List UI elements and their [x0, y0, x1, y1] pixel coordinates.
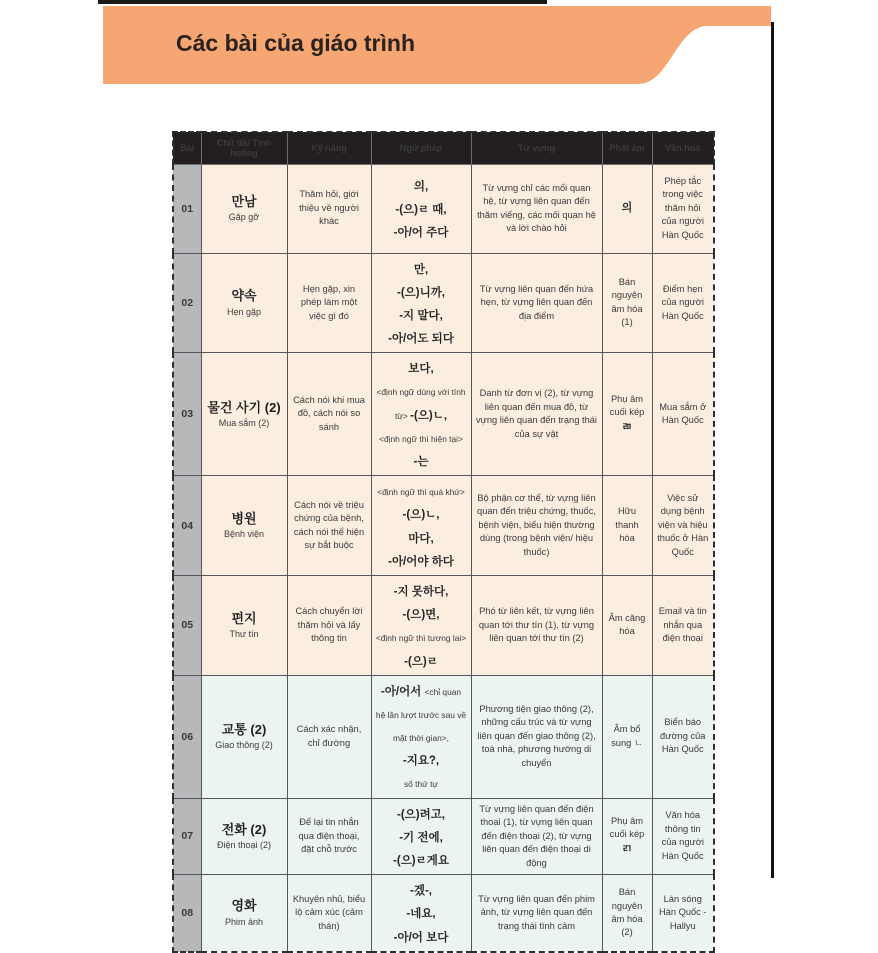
topic-cell: [201, 164, 287, 253]
vietnamese-text: Bán nguyên âm hóa (1): [611, 276, 643, 328]
text-line: [376, 679, 467, 749]
text-line: [376, 602, 467, 625]
skill-cell: Thăm hỏi, giới thiệu về người khác: [287, 164, 371, 253]
pronunciation-cell: [602, 353, 652, 476]
korean-text: 마다,: [408, 532, 434, 545]
vocab-cell: Phó từ liên kết, từ vựng liên quan tới thư tín (1), từ vựng liên quan tới thư tín (2): [471, 575, 602, 675]
text-line: [376, 649, 467, 672]
text-line: [376, 625, 467, 648]
text-line: [376, 549, 467, 572]
text-line: [376, 848, 467, 871]
vietnamese-text: <định ngữ thì hiện tại>: [379, 433, 463, 444]
skill-cell: Hẹn gặp, xin phép làm một việc gì đó: [287, 253, 371, 353]
skill-cell: Cách xác nhận, chỉ đường: [287, 675, 371, 798]
korean-text: -(으)ㄹ 때,: [395, 203, 447, 216]
culture-cell: Email và tin nhắn qua điện thoại: [652, 575, 714, 675]
korean-text: -(으)ㄹ: [404, 655, 438, 668]
text-line: [376, 326, 467, 349]
vietnamese-text: Âm bổ sung ㄴ: [611, 724, 643, 748]
text-line: [376, 379, 467, 425]
text-line: [376, 197, 467, 220]
table-header-row: [173, 132, 714, 164]
column-header: Kỹ năng: [287, 132, 371, 164]
korean-text: 보다,: [408, 363, 434, 376]
grammar-cell: [371, 164, 471, 253]
lesson-number-cell: 03: [173, 353, 201, 476]
text-line: [376, 449, 467, 472]
grammar-cell: [371, 875, 471, 952]
text-line: [376, 479, 467, 502]
text-line: [376, 220, 467, 243]
lesson-number-cell: 08: [173, 875, 201, 952]
grammar-cell: [371, 253, 471, 353]
topic-korean: 물건 사기 (2): [207, 399, 281, 415]
culture-cell: Biển báo đường của Hàn Quốc: [652, 675, 714, 798]
table-row: [173, 675, 714, 798]
vocab-cell: Danh từ đơn vị (2), từ vựng liên quan đến mua đồ, từ vựng liên quan đến trạng thái của sự vật: [471, 353, 602, 476]
pronunciation-cell: [602, 164, 652, 253]
topic-korean: 편지: [231, 610, 257, 626]
text-line: [607, 420, 648, 436]
pronunciation-cell: [602, 253, 652, 353]
grammar-cell: [371, 575, 471, 675]
korean-text: -(으)면,: [402, 609, 440, 622]
lesson-number-cell: 07: [173, 798, 201, 875]
column-header: Ngữ pháp: [371, 132, 471, 164]
text-line: [376, 901, 467, 924]
lesson-number-cell: 01: [173, 164, 201, 253]
lesson-number-cell: 06: [173, 675, 201, 798]
skill-cell: Cách nói về triệu chứng của bệnh, cách nói thể hiện sự bắt buộc: [287, 476, 371, 576]
korean-text: -겠-,: [410, 885, 432, 898]
skill-cell: Khuyên nhủ, biểu lộ cảm xúc (cảm thán): [287, 875, 371, 952]
culture-cell: Điểm hẹn của người Hàn Quốc: [652, 253, 714, 353]
culture-cell: Phép tắc trong việc thăm hỏi của người Hàn Quốc: [652, 164, 714, 253]
vietnamese-text: Bán nguyên âm hóa (2): [611, 887, 643, 938]
topic-korean: 약속: [231, 288, 257, 304]
vietnamese-text: <chỉ quan hệ lần lượt trước sau về mặt thời gian>,: [375, 686, 467, 744]
vocab-cell: Từ vựng liên quan đến hứa hẹn, từ vựng liên quan đến địa điểm: [471, 253, 602, 353]
skill-cell: Cách chuyển lời thăm hỏi và lấy thông tin: [287, 575, 371, 675]
topic-cell: [201, 675, 287, 798]
text-line: [607, 201, 648, 217]
korean-text: -(으)ㄴ,: [410, 409, 448, 422]
topic-korean: 만남: [231, 193, 257, 209]
text-line: [376, 748, 467, 771]
table-row: [173, 164, 714, 253]
vocab-cell: Từ vựng liên quan đến điện thoại (1), từ vựng liên quan đến điện thoại (2), từ vựng liên quan đến điện thoại di động: [471, 798, 602, 875]
topic-vietnamese: Giao thông (2): [215, 740, 273, 751]
topic-vietnamese: Bệnh viện: [223, 529, 265, 540]
grammar-cell: [371, 675, 471, 798]
vietnamese-text: Âm căng hóa: [608, 612, 646, 637]
curriculum-table: [172, 131, 715, 953]
topic-cell: [201, 353, 287, 476]
pronunciation-cell: [602, 575, 652, 675]
topic-cell: [201, 476, 287, 576]
korean-text: -(으)니까,: [396, 286, 445, 299]
vocab-cell: Bộ phận cơ thể, từ vựng liên quan đến triệu chứng, thuốc, bệnh viện, biểu hiện thường dùng (trong bệnh viện/ hiệu thuốc): [471, 476, 602, 576]
vietnamese-text: số thứ tự: [403, 779, 439, 790]
korean-text: -지 말다,: [399, 309, 443, 322]
culture-cell: Mua sắm ở Hàn Quốc: [652, 353, 714, 476]
topic-cell: [201, 875, 287, 952]
pronunciation-cell: [602, 675, 652, 798]
culture-cell: Việc sử dụng bệnh viện và hiệu thuốc ở Hàn Quốc: [652, 476, 714, 576]
korean-text: -(으)ㄹ게요: [393, 855, 449, 867]
korean-text: 의,: [413, 180, 429, 193]
korean-text: -지 못하다,: [393, 585, 449, 598]
vietnamese-text: Phụ âm cuối kép: [609, 815, 645, 840]
pronunciation-cell: [602, 875, 652, 952]
text-line: [607, 723, 648, 750]
korean-text: ㄻ: [621, 420, 633, 433]
korean-text: -아/어 주다: [393, 227, 449, 240]
topic-korean: 전화 (2): [221, 821, 267, 837]
column-header: Từ vựng: [471, 132, 602, 164]
korean-text: -는: [413, 456, 429, 468]
text-line: [607, 842, 648, 858]
column-header: Phát âm: [602, 132, 652, 164]
vocab-cell: Phương tiện giao thông (2), những cấu trúc và từ vựng liên quan đến giao thông (2), toà nhà, phương hướng di chuyển: [471, 675, 602, 798]
topic-vietnamese: Thư tín: [229, 629, 259, 640]
lesson-number-cell: 04: [173, 476, 201, 576]
korean-text: -네요,: [406, 908, 436, 921]
vietnamese-text: <định ngữ dùng với tính từ>: [376, 387, 466, 421]
vietnamese-text: Phụ âm cuối kép: [609, 393, 645, 418]
korean-text: -아/어야 하다: [388, 555, 454, 568]
topic-vietnamese: Phim ảnh: [224, 916, 264, 927]
pronunciation-cell: [602, 798, 652, 875]
korean-text: -지요?,: [402, 755, 440, 768]
vietnamese-text: <định ngữ thì tương lai>: [375, 633, 467, 644]
table-row: [173, 353, 714, 476]
text-line: [376, 356, 467, 379]
korean-text: 의: [621, 201, 633, 214]
column-header: Bài: [173, 132, 201, 164]
korean-text: -기 전에,: [399, 831, 443, 844]
text-line: [376, 878, 467, 901]
text-line: [376, 280, 467, 303]
topic-vietnamese: Điện thoại (2): [216, 840, 272, 851]
skill-cell: Để lại tin nhắn qua điện thoại, đặt chỗ trước: [287, 798, 371, 875]
topic-korean: 병원: [231, 511, 257, 527]
vietnamese-text: Hữu thanh hóa: [615, 506, 639, 544]
table-row: [173, 253, 714, 353]
text-line: [376, 802, 467, 825]
column-header: Chủ đề/ Tình huống: [201, 132, 287, 164]
vocab-cell: Từ vựng chỉ các mối quan hệ, từ vựng liên quan đến thăm viếng, các mối quan hệ và lời chào hỏi: [471, 164, 602, 253]
text-line: [376, 426, 467, 449]
text-line: [607, 815, 648, 842]
topic-vietnamese: Hẹn gặp: [226, 306, 262, 317]
topic-korean: 영화: [231, 898, 257, 914]
text-line: [376, 502, 467, 525]
topic-vietnamese: Gặp gỡ: [228, 212, 260, 223]
table-row: [173, 575, 714, 675]
lesson-number-cell: 05: [173, 575, 201, 675]
text-line: [376, 771, 467, 794]
page-title: Các bài của giáo trình: [176, 30, 415, 56]
culture-cell: Làn sóng Hàn Quốc - Hallyu: [652, 875, 714, 952]
korean-text: -(으)려고,: [396, 808, 445, 821]
table-row: [173, 875, 714, 952]
text-line: [376, 825, 467, 848]
vocab-cell: Từ vựng liên quan đến phim ảnh, từ vựng liên quan đến trạng thái tình cảm: [471, 875, 602, 952]
pronunciation-cell: [602, 476, 652, 576]
text-line: [376, 579, 467, 602]
page-right-edge-line: [771, 22, 774, 878]
grammar-cell: [371, 798, 471, 875]
korean-text: -(으)ㄴ,: [402, 509, 440, 522]
text-line: [376, 257, 467, 280]
text-line: [376, 925, 467, 948]
text-line: [607, 505, 648, 545]
text-line: [376, 526, 467, 549]
skill-cell: Cách nói khi mua đồ, cách nói so sánh: [287, 353, 371, 476]
korean-text: -아/어도 되다: [388, 333, 454, 346]
vietnamese-text: <định ngữ thì quá khứ>: [377, 487, 465, 498]
culture-cell: Văn hóa thông tin của người Hàn Quốc: [652, 798, 714, 875]
table-row: [173, 798, 714, 875]
topic-cell: [201, 798, 287, 875]
grammar-cell: [371, 353, 471, 476]
header-band: [0, 0, 878, 100]
topic-cell: [201, 575, 287, 675]
grammar-cell: [371, 476, 471, 576]
text-line: [376, 303, 467, 326]
column-header: Văn hoá: [652, 132, 714, 164]
korean-text: -아/어서: [380, 685, 425, 698]
table-row: [173, 476, 714, 576]
text-line: [607, 612, 648, 639]
topic-korean: 교통 (2): [221, 722, 267, 738]
korean-text: 만,: [413, 263, 429, 276]
lesson-number-cell: 02: [173, 253, 201, 353]
text-line: [607, 393, 648, 420]
topic-vietnamese: Mua sắm (2): [218, 417, 270, 428]
text-line: [607, 886, 648, 940]
text-line: [376, 174, 467, 197]
text-line: [607, 276, 648, 330]
topic-cell: [201, 253, 287, 353]
korean-text: ㄺ: [621, 842, 633, 855]
korean-text: -아/어 보다: [393, 931, 449, 944]
